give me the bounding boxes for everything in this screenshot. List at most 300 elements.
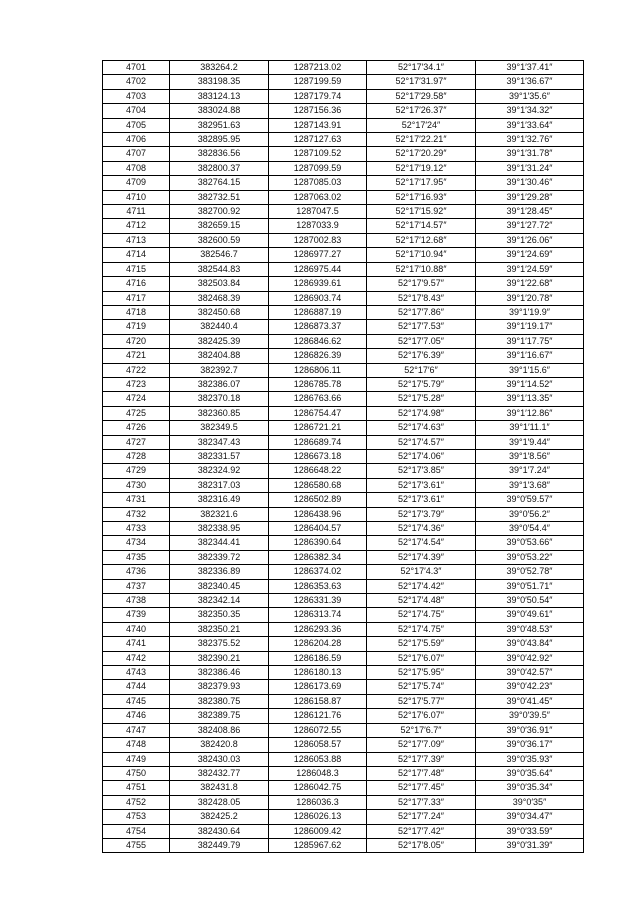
table-row — [103, 291, 584, 305]
latitude-cell: 52°17′6.39″ — [367, 349, 476, 363]
longitude-cell: 39°0′42.92″ — [476, 651, 584, 665]
latitude-cell: 52°17′7.53″ — [367, 320, 476, 334]
longitude-cell: 39°1′20.78″ — [476, 291, 584, 305]
point-number-cell: 4714 — [103, 248, 170, 262]
latitude-cell: 52°17′6″ — [367, 363, 476, 377]
y-coordinate-cell: 1286331.39 — [269, 594, 367, 608]
latitude-cell: 52°17′6.07″ — [367, 651, 476, 665]
table-row — [103, 608, 584, 622]
longitude-cell: 39°1′28.45″ — [476, 205, 584, 219]
point-number-cell: 4733 — [103, 522, 170, 536]
point-number-cell: 4729 — [103, 464, 170, 478]
point-number-cell: 4726 — [103, 421, 170, 435]
longitude-cell: 39°1′8.56″ — [476, 449, 584, 463]
y-coordinate-cell: 1286806.11 — [269, 363, 367, 377]
x-coordinate-cell: 382379.93 — [170, 680, 269, 694]
longitude-cell: 39°0′36.91″ — [476, 723, 584, 737]
table-row — [103, 795, 584, 809]
latitude-cell: 52°17′4.42″ — [367, 579, 476, 593]
point-number-cell: 4740 — [103, 622, 170, 636]
y-coordinate-cell: 1287199.59 — [269, 75, 367, 89]
point-number-cell: 4728 — [103, 449, 170, 463]
point-number-cell: 4717 — [103, 291, 170, 305]
y-coordinate-cell: 1286939.61 — [269, 277, 367, 291]
latitude-cell: 52°17′8.43″ — [367, 291, 476, 305]
y-coordinate-cell: 1286048.3 — [269, 766, 367, 780]
table-row — [103, 147, 584, 161]
table-row — [103, 709, 584, 723]
point-number-cell: 4736 — [103, 565, 170, 579]
table-row — [103, 190, 584, 204]
x-coordinate-cell: 382420.8 — [170, 738, 269, 752]
x-coordinate-cell: 382430.03 — [170, 752, 269, 766]
latitude-cell: 52°17′15.92″ — [367, 205, 476, 219]
x-coordinate-cell: 383198.35 — [170, 75, 269, 89]
longitude-cell: 39°0′36.17″ — [476, 738, 584, 752]
point-number-cell: 4705 — [103, 118, 170, 132]
y-coordinate-cell: 1286438.96 — [269, 507, 367, 521]
longitude-cell: 39°1′9.44″ — [476, 435, 584, 449]
latitude-cell: 52°17′7.09″ — [367, 738, 476, 752]
table-row — [103, 838, 584, 852]
longitude-cell: 39°1′24.59″ — [476, 262, 584, 276]
longitude-cell: 39°1′30.46″ — [476, 176, 584, 190]
point-number-cell: 4735 — [103, 550, 170, 564]
latitude-cell: 52°17′10.94″ — [367, 248, 476, 262]
longitude-cell: 39°0′53.66″ — [476, 536, 584, 550]
table-row — [103, 89, 584, 103]
x-coordinate-cell: 382600.59 — [170, 233, 269, 247]
y-coordinate-cell: 1286072.55 — [269, 723, 367, 737]
x-coordinate-cell: 382336.89 — [170, 565, 269, 579]
table-row — [103, 579, 584, 593]
x-coordinate-cell: 382951.63 — [170, 118, 269, 132]
table-row — [103, 464, 584, 478]
y-coordinate-cell: 1287002.83 — [269, 233, 367, 247]
y-coordinate-cell: 1286204.28 — [269, 637, 367, 651]
point-number-cell: 4724 — [103, 392, 170, 406]
point-number-cell: 4727 — [103, 435, 170, 449]
x-coordinate-cell: 382324.92 — [170, 464, 269, 478]
longitude-cell: 39°0′53.22″ — [476, 550, 584, 564]
x-coordinate-cell: 382408.86 — [170, 723, 269, 737]
latitude-cell: 52°17′6.7″ — [367, 723, 476, 737]
table-row — [103, 622, 584, 636]
point-number-cell: 4713 — [103, 233, 170, 247]
latitude-cell: 52°17′16.93″ — [367, 190, 476, 204]
longitude-cell: 39°1′14.52″ — [476, 377, 584, 391]
longitude-cell: 39°1′37.41″ — [476, 61, 584, 75]
point-number-cell: 4731 — [103, 493, 170, 507]
x-coordinate-cell: 382347.43 — [170, 435, 269, 449]
y-coordinate-cell: 1286763.66 — [269, 392, 367, 406]
x-coordinate-cell: 383124.13 — [170, 89, 269, 103]
point-number-cell: 4753 — [103, 810, 170, 824]
longitude-cell: 39°0′34.47″ — [476, 810, 584, 824]
x-coordinate-cell: 382331.57 — [170, 449, 269, 463]
point-number-cell: 4744 — [103, 680, 170, 694]
point-number-cell: 4750 — [103, 766, 170, 780]
longitude-cell: 39°1′35.6″ — [476, 89, 584, 103]
latitude-cell: 52°17′4.06″ — [367, 449, 476, 463]
point-number-cell: 4755 — [103, 838, 170, 852]
point-number-cell: 4715 — [103, 262, 170, 276]
table-row — [103, 406, 584, 420]
x-coordinate-cell: 382389.75 — [170, 709, 269, 723]
latitude-cell: 52°17′4.36″ — [367, 522, 476, 536]
longitude-cell: 39°1′34.32″ — [476, 104, 584, 118]
x-coordinate-cell: 382321.6 — [170, 507, 269, 521]
latitude-cell: 52°17′5.28″ — [367, 392, 476, 406]
x-coordinate-cell: 382375.52 — [170, 637, 269, 651]
point-number-cell: 4746 — [103, 709, 170, 723]
point-number-cell: 4709 — [103, 176, 170, 190]
y-coordinate-cell: 1286390.64 — [269, 536, 367, 550]
longitude-cell: 39°1′24.69″ — [476, 248, 584, 262]
x-coordinate-cell: 382386.07 — [170, 377, 269, 391]
x-coordinate-cell: 382700.92 — [170, 205, 269, 219]
y-coordinate-cell: 1286313.74 — [269, 608, 367, 622]
x-coordinate-cell: 382349.5 — [170, 421, 269, 435]
longitude-cell: 39°1′36.67″ — [476, 75, 584, 89]
point-number-cell: 4722 — [103, 363, 170, 377]
point-number-cell: 4754 — [103, 824, 170, 838]
longitude-cell: 39°1′16.67″ — [476, 349, 584, 363]
table-row — [103, 61, 584, 75]
table-row — [103, 723, 584, 737]
y-coordinate-cell: 1287127.63 — [269, 133, 367, 147]
x-coordinate-cell: 382432.77 — [170, 766, 269, 780]
table-row — [103, 320, 584, 334]
latitude-cell: 52°17′5.77″ — [367, 694, 476, 708]
latitude-cell: 52°17′19.12″ — [367, 161, 476, 175]
longitude-cell: 39°1′3.68″ — [476, 478, 584, 492]
longitude-cell: 39°0′33.59″ — [476, 824, 584, 838]
table-row — [103, 219, 584, 233]
y-coordinate-cell: 1286721.21 — [269, 421, 367, 435]
longitude-cell: 39°0′35.34″ — [476, 781, 584, 795]
point-number-cell: 4741 — [103, 637, 170, 651]
x-coordinate-cell: 383024.88 — [170, 104, 269, 118]
point-number-cell: 4743 — [103, 666, 170, 680]
x-coordinate-cell: 382800.37 — [170, 161, 269, 175]
longitude-cell: 39°0′39.5″ — [476, 709, 584, 723]
longitude-cell: 39°0′54.4″ — [476, 522, 584, 536]
table-row — [103, 507, 584, 521]
x-coordinate-cell: 382836.56 — [170, 147, 269, 161]
latitude-cell: 52°17′8.05″ — [367, 838, 476, 852]
y-coordinate-cell: 1287143.91 — [269, 118, 367, 132]
latitude-cell: 52°17′5.79″ — [367, 377, 476, 391]
table-row — [103, 478, 584, 492]
y-coordinate-cell: 1286058.57 — [269, 738, 367, 752]
latitude-cell: 52°17′7.42″ — [367, 824, 476, 838]
x-coordinate-cell: 382404.88 — [170, 349, 269, 363]
y-coordinate-cell: 1286846.62 — [269, 334, 367, 348]
x-coordinate-cell: 382732.51 — [170, 190, 269, 204]
latitude-cell: 52°17′4.54″ — [367, 536, 476, 550]
longitude-cell: 39°0′50.54″ — [476, 594, 584, 608]
y-coordinate-cell: 1286975.44 — [269, 262, 367, 276]
y-coordinate-cell: 1286121.76 — [269, 709, 367, 723]
point-number-cell: 4720 — [103, 334, 170, 348]
longitude-cell: 39°0′43.84″ — [476, 637, 584, 651]
y-coordinate-cell: 1286977.27 — [269, 248, 367, 262]
longitude-cell: 39°1′19.9″ — [476, 305, 584, 319]
y-coordinate-cell: 1286785.78 — [269, 377, 367, 391]
latitude-cell: 52°17′4.63″ — [367, 421, 476, 435]
x-coordinate-cell: 382468.39 — [170, 291, 269, 305]
x-coordinate-cell: 382503.84 — [170, 277, 269, 291]
x-coordinate-cell: 382425.2 — [170, 810, 269, 824]
latitude-cell: 52°17′4.57″ — [367, 435, 476, 449]
longitude-cell: 39°0′48.53″ — [476, 622, 584, 636]
x-coordinate-cell: 382316.49 — [170, 493, 269, 507]
table-row — [103, 680, 584, 694]
longitude-cell: 39°0′42.57″ — [476, 666, 584, 680]
table-row — [103, 694, 584, 708]
y-coordinate-cell: 1286826.39 — [269, 349, 367, 363]
longitude-cell: 39°1′32.76″ — [476, 133, 584, 147]
table-row — [103, 565, 584, 579]
point-number-cell: 4704 — [103, 104, 170, 118]
latitude-cell: 52°17′7.33″ — [367, 795, 476, 809]
latitude-cell: 52°17′5.59″ — [367, 637, 476, 651]
x-coordinate-cell: 382339.72 — [170, 550, 269, 564]
table-row — [103, 248, 584, 262]
longitude-cell: 39°0′51.71″ — [476, 579, 584, 593]
point-number-cell: 4711 — [103, 205, 170, 219]
latitude-cell: 52°17′4.39″ — [367, 550, 476, 564]
y-coordinate-cell: 1285967.62 — [269, 838, 367, 852]
latitude-cell: 52°17′29.58″ — [367, 89, 476, 103]
longitude-cell: 39°1′33.64″ — [476, 118, 584, 132]
y-coordinate-cell: 1286009.42 — [269, 824, 367, 838]
y-coordinate-cell: 1286374.02 — [269, 565, 367, 579]
point-number-cell: 4707 — [103, 147, 170, 161]
x-coordinate-cell: 382450.68 — [170, 305, 269, 319]
table-row — [103, 824, 584, 838]
longitude-cell: 39°0′41.45″ — [476, 694, 584, 708]
longitude-cell: 39°1′26.06″ — [476, 233, 584, 247]
coordinates-table-body — [103, 61, 584, 853]
table-row — [103, 651, 584, 665]
longitude-cell: 39°0′35″ — [476, 795, 584, 809]
y-coordinate-cell: 1286580.68 — [269, 478, 367, 492]
latitude-cell: 52°17′3.61″ — [367, 478, 476, 492]
table-row — [103, 594, 584, 608]
table-row — [103, 666, 584, 680]
latitude-cell: 52°17′24″ — [367, 118, 476, 132]
latitude-cell: 52°17′3.61″ — [367, 493, 476, 507]
latitude-cell: 52°17′5.74″ — [367, 680, 476, 694]
x-coordinate-cell: 383264.2 — [170, 61, 269, 75]
longitude-cell: 39°0′59.57″ — [476, 493, 584, 507]
table-row — [103, 334, 584, 348]
point-number-cell: 4732 — [103, 507, 170, 521]
latitude-cell: 52°17′7.86″ — [367, 305, 476, 319]
longitude-cell: 39°1′13.35″ — [476, 392, 584, 406]
latitude-cell: 52°17′4.75″ — [367, 608, 476, 622]
table-row — [103, 262, 584, 276]
point-number-cell: 4706 — [103, 133, 170, 147]
longitude-cell: 39°1′29.28″ — [476, 190, 584, 204]
y-coordinate-cell: 1287047.5 — [269, 205, 367, 219]
y-coordinate-cell: 1286036.3 — [269, 795, 367, 809]
point-number-cell: 4703 — [103, 89, 170, 103]
y-coordinate-cell: 1286754.47 — [269, 406, 367, 420]
table-row — [103, 305, 584, 319]
longitude-cell: 39°0′52.78″ — [476, 565, 584, 579]
point-number-cell: 4748 — [103, 738, 170, 752]
x-coordinate-cell: 382430.64 — [170, 824, 269, 838]
table-row — [103, 133, 584, 147]
latitude-cell: 52°17′7.39″ — [367, 752, 476, 766]
point-number-cell: 4739 — [103, 608, 170, 622]
table-row — [103, 522, 584, 536]
x-coordinate-cell: 382764.15 — [170, 176, 269, 190]
y-coordinate-cell: 1286887.19 — [269, 305, 367, 319]
x-coordinate-cell: 382344.41 — [170, 536, 269, 550]
latitude-cell: 52°17′26.37″ — [367, 104, 476, 118]
y-coordinate-cell: 1286042.75 — [269, 781, 367, 795]
table-row — [103, 766, 584, 780]
y-coordinate-cell: 1287179.74 — [269, 89, 367, 103]
table-row — [103, 781, 584, 795]
table-row — [103, 176, 584, 190]
longitude-cell: 39°0′35.93″ — [476, 752, 584, 766]
y-coordinate-cell: 1287099.59 — [269, 161, 367, 175]
longitude-cell: 39°0′31.39″ — [476, 838, 584, 852]
coordinates-table — [102, 60, 584, 853]
longitude-cell: 39°0′35.64″ — [476, 766, 584, 780]
point-number-cell: 4751 — [103, 781, 170, 795]
point-number-cell: 4745 — [103, 694, 170, 708]
longitude-cell: 39°1′19.17″ — [476, 320, 584, 334]
longitude-cell: 39°1′31.78″ — [476, 147, 584, 161]
point-number-cell: 4749 — [103, 752, 170, 766]
y-coordinate-cell: 1287085.03 — [269, 176, 367, 190]
x-coordinate-cell: 382895.95 — [170, 133, 269, 147]
x-coordinate-cell: 382338.95 — [170, 522, 269, 536]
point-number-cell: 4702 — [103, 75, 170, 89]
latitude-cell: 52°17′34.1″ — [367, 61, 476, 75]
y-coordinate-cell: 1286903.74 — [269, 291, 367, 305]
latitude-cell: 52°17′5.95″ — [367, 666, 476, 680]
table-row — [103, 392, 584, 406]
x-coordinate-cell: 382370.18 — [170, 392, 269, 406]
table-row — [103, 493, 584, 507]
point-number-cell: 4708 — [103, 161, 170, 175]
latitude-cell: 52°17′20.29″ — [367, 147, 476, 161]
point-number-cell: 4734 — [103, 536, 170, 550]
point-number-cell: 4716 — [103, 277, 170, 291]
longitude-cell: 39°1′27.72″ — [476, 219, 584, 233]
point-number-cell: 4752 — [103, 795, 170, 809]
latitude-cell: 52°17′12.68″ — [367, 233, 476, 247]
table-row — [103, 421, 584, 435]
latitude-cell: 52°17′4.98″ — [367, 406, 476, 420]
y-coordinate-cell: 1286053.88 — [269, 752, 367, 766]
table-row — [103, 118, 584, 132]
point-number-cell: 4723 — [103, 377, 170, 391]
y-coordinate-cell: 1286158.87 — [269, 694, 367, 708]
x-coordinate-cell: 382380.75 — [170, 694, 269, 708]
y-coordinate-cell: 1287156.36 — [269, 104, 367, 118]
table-row — [103, 161, 584, 175]
longitude-cell: 39°1′7.24″ — [476, 464, 584, 478]
latitude-cell: 52°17′14.57″ — [367, 219, 476, 233]
point-number-cell: 4718 — [103, 305, 170, 319]
point-number-cell: 4701 — [103, 61, 170, 75]
table-row — [103, 104, 584, 118]
point-number-cell: 4710 — [103, 190, 170, 204]
y-coordinate-cell: 1286689.74 — [269, 435, 367, 449]
latitude-cell: 52°17′10.88″ — [367, 262, 476, 276]
table-row — [103, 550, 584, 564]
point-number-cell: 4721 — [103, 349, 170, 363]
y-coordinate-cell: 1286404.57 — [269, 522, 367, 536]
y-coordinate-cell: 1286353.63 — [269, 579, 367, 593]
table-row — [103, 277, 584, 291]
longitude-cell: 39°0′49.61″ — [476, 608, 584, 622]
latitude-cell: 52°17′17.95″ — [367, 176, 476, 190]
x-coordinate-cell: 382431.8 — [170, 781, 269, 795]
x-coordinate-cell: 382546.7 — [170, 248, 269, 262]
latitude-cell: 52°17′4.48″ — [367, 594, 476, 608]
point-number-cell: 4738 — [103, 594, 170, 608]
longitude-cell: 39°1′15.6″ — [476, 363, 584, 377]
y-coordinate-cell: 1286648.22 — [269, 464, 367, 478]
x-coordinate-cell: 382342.14 — [170, 594, 269, 608]
table-row — [103, 637, 584, 651]
point-number-cell: 4725 — [103, 406, 170, 420]
x-coordinate-cell: 382340.45 — [170, 579, 269, 593]
longitude-cell: 39°1′11.1″ — [476, 421, 584, 435]
x-coordinate-cell: 382425.39 — [170, 334, 269, 348]
latitude-cell: 52°17′9.57″ — [367, 277, 476, 291]
latitude-cell: 52°17′22.21″ — [367, 133, 476, 147]
table-row — [103, 349, 584, 363]
latitude-cell: 52°17′6.07″ — [367, 709, 476, 723]
y-coordinate-cell: 1286026.13 — [269, 810, 367, 824]
x-coordinate-cell: 382659.15 — [170, 219, 269, 233]
point-number-cell: 4737 — [103, 579, 170, 593]
y-coordinate-cell: 1287033.9 — [269, 219, 367, 233]
longitude-cell: 39°0′42.23″ — [476, 680, 584, 694]
latitude-cell: 52°17′4.3″ — [367, 565, 476, 579]
x-coordinate-cell: 382544.83 — [170, 262, 269, 276]
table-row — [103, 377, 584, 391]
x-coordinate-cell: 382350.21 — [170, 622, 269, 636]
table-row — [103, 75, 584, 89]
table-row — [103, 536, 584, 550]
latitude-cell: 52°17′31.97″ — [367, 75, 476, 89]
longitude-cell: 39°1′17.75″ — [476, 334, 584, 348]
point-number-cell: 4730 — [103, 478, 170, 492]
latitude-cell: 52°17′3.79″ — [367, 507, 476, 521]
table-row — [103, 738, 584, 752]
longitude-cell: 39°0′56.2″ — [476, 507, 584, 521]
y-coordinate-cell: 1287213.02 — [269, 61, 367, 75]
table-row — [103, 752, 584, 766]
y-coordinate-cell: 1286502.89 — [269, 493, 367, 507]
table-row — [103, 205, 584, 219]
x-coordinate-cell: 382428.05 — [170, 795, 269, 809]
x-coordinate-cell: 382392.7 — [170, 363, 269, 377]
latitude-cell: 52°17′3.85″ — [367, 464, 476, 478]
latitude-cell: 52°17′7.48″ — [367, 766, 476, 780]
